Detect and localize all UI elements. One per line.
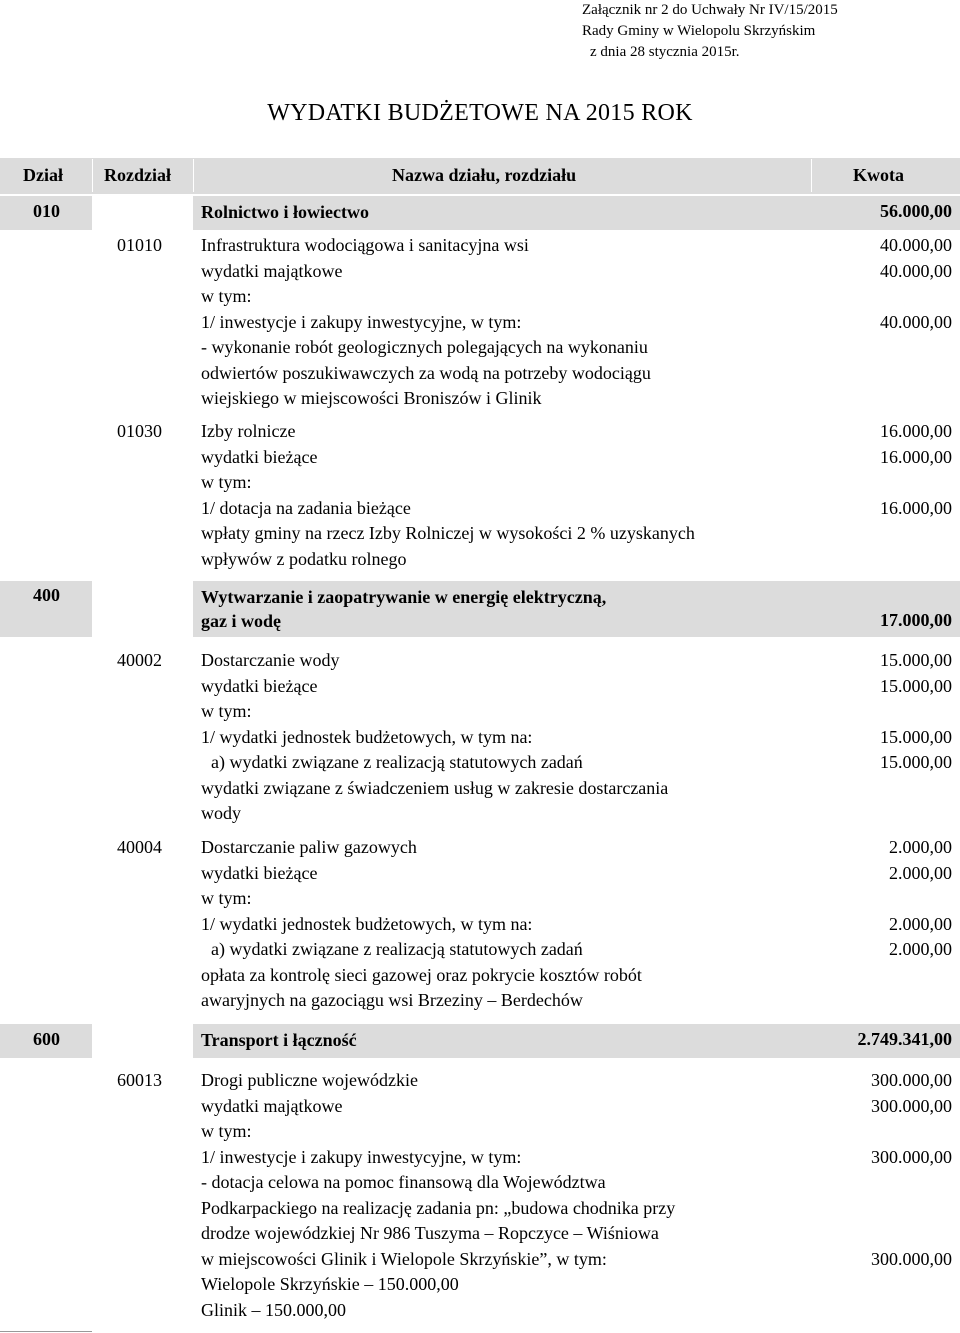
chapter-amounts bbox=[880, 233, 952, 335]
line-item: a) wydatki związane z realizacją statutowych zadań bbox=[211, 939, 583, 959]
line-item: wiejskiego w miejscowości Broniszów i Glinik bbox=[201, 388, 542, 408]
line-item: opłata za kontrolę sieci gazowej oraz pokrycie kosztów robót bbox=[201, 964, 642, 985]
line-item: - dotacja celowa na pomoc finansową dla Województwa bbox=[201, 1172, 606, 1192]
line-item: wydatki związane z świadczeniem usług w zakresie dostarczania bbox=[201, 777, 669, 798]
line-amount bbox=[880, 699, 952, 725]
line-item: Infrastruktura wodociągowa i sanitacyjna wsi bbox=[201, 235, 529, 255]
line-item: Drogi publiczne wojewódzkie bbox=[201, 1070, 418, 1090]
chapter-amounts bbox=[889, 835, 952, 963]
line-amount: 40.000,00 bbox=[880, 260, 952, 281]
line-item: w miejscowości Glinik i Wielopole Skrzyńskie”, w tym: bbox=[201, 1248, 607, 1269]
line-item: Podkarpackiego na realizację zadania pn: „budowa chodnika przy bbox=[201, 1197, 676, 1218]
line-item: wydatki majątkowe bbox=[201, 1095, 343, 1116]
line-amount bbox=[871, 1196, 952, 1222]
line-item: w tym: bbox=[201, 701, 252, 721]
column-kwota: Kwota bbox=[853, 165, 904, 185]
section-amount: 17.000,00 bbox=[880, 610, 952, 630]
line-item: wydatki bieżące bbox=[201, 446, 318, 467]
line-item: a) wydatki związane z realizacją statutowych zadań bbox=[211, 752, 583, 772]
header-divider bbox=[92, 159, 93, 192]
line-amount: 2.000,00 bbox=[889, 939, 952, 959]
line-amount: 2.000,00 bbox=[889, 862, 952, 883]
section-code: 400 bbox=[33, 585, 60, 605]
line-item: w tym: bbox=[201, 286, 252, 306]
line-item: 1/ inwestycje i zakupy inwestycyjne, w tym: bbox=[201, 1146, 522, 1167]
line-item: wydatki bieżące bbox=[201, 862, 318, 883]
chapter-code: 01030 bbox=[117, 421, 162, 441]
section-name: Transport i łączność bbox=[201, 1030, 357, 1050]
line-item: wpłaty gminy na rzecz Izby Rolniczej w wysokości 2 % uzyskanych bbox=[201, 523, 695, 543]
line-item: 1/ inwestycje i zakupy inwestycyjne, w tym: bbox=[201, 311, 522, 332]
table-header bbox=[0, 158, 960, 194]
line-amount bbox=[880, 284, 952, 310]
line-item: w tym: bbox=[201, 888, 252, 908]
line-amount bbox=[889, 886, 952, 912]
header-line-2: Rady Gminy w Wielopolu Skrzyńskim bbox=[582, 23, 816, 39]
line-item: 1/ wydatki jednostek budżetowych, w tym na: bbox=[201, 726, 533, 747]
line-item: - wykonanie robót geologicznych polegających na wykonaniu bbox=[201, 337, 648, 357]
line-item: Dostarczanie paliw gazowych bbox=[201, 837, 417, 857]
header-line-1: Załącznik nr 2 do Uchwały Nr IV/15/2015 bbox=[582, 2, 838, 18]
line-amount: 16.000,00 bbox=[880, 421, 952, 441]
section-name: Rolnictwo i łowiectwo bbox=[201, 202, 369, 222]
section-row bbox=[0, 581, 960, 637]
section-amount: 56.000,00 bbox=[880, 201, 952, 221]
line-amount: 2.000,00 bbox=[889, 913, 952, 934]
line-item: w tym: bbox=[201, 1121, 252, 1141]
section-name: gaz i wodę bbox=[201, 611, 281, 631]
line-item: Izby rolnicze bbox=[201, 421, 296, 441]
chapter-amounts bbox=[880, 648, 952, 776]
section-amount: 2.749.341,00 bbox=[857, 1029, 952, 1049]
chapter-amounts bbox=[871, 1068, 952, 1272]
chapter-lines bbox=[201, 1068, 801, 1323]
line-item: wydatki bieżące bbox=[201, 675, 318, 696]
line-amount: 300.000,00 bbox=[871, 1248, 952, 1269]
chapter-code: 40002 bbox=[117, 650, 162, 670]
chapter-lines bbox=[201, 648, 801, 827]
line-amount: 15.000,00 bbox=[880, 650, 952, 670]
line-item: w tym: bbox=[201, 472, 252, 492]
header-divider bbox=[193, 159, 194, 192]
header-divider bbox=[811, 159, 812, 192]
line-amount: 40.000,00 bbox=[880, 235, 952, 255]
chapter-code: 40004 bbox=[117, 837, 162, 857]
line-amount: 300.000,00 bbox=[871, 1146, 952, 1167]
line-amount: 15.000,00 bbox=[880, 726, 952, 747]
line-item: Wielopole Skrzyńskie – 150.000,00 bbox=[201, 1274, 459, 1294]
line-item: Dostarczanie wody bbox=[201, 650, 340, 670]
line-item: wpływów z podatku rolnego bbox=[201, 548, 407, 569]
footer-rule bbox=[0, 1331, 92, 1332]
section-name: Wytwarzanie i zaopatrywanie w energię elektryczną, bbox=[201, 587, 607, 607]
line-amount bbox=[871, 1221, 952, 1247]
line-amount: 300.000,00 bbox=[871, 1070, 952, 1090]
line-item: awaryjnych na gazociągu wsi Brzeziny – Berdechów bbox=[201, 990, 583, 1010]
column-rozdzial: Rozdział bbox=[104, 165, 171, 185]
chapter-code: 60013 bbox=[117, 1070, 162, 1090]
chapter-lines bbox=[201, 419, 801, 572]
line-item: wody bbox=[201, 803, 241, 823]
line-amount bbox=[880, 470, 952, 496]
section-code: 600 bbox=[33, 1029, 60, 1049]
line-amount: 16.000,00 bbox=[880, 497, 952, 518]
section-row bbox=[0, 1024, 960, 1058]
line-amount bbox=[871, 1170, 952, 1196]
section-code: 010 bbox=[33, 201, 60, 221]
header-line-3: z dnia 28 stycznia 2015r. bbox=[590, 44, 740, 60]
line-item: wydatki majątkowe bbox=[201, 260, 343, 281]
chapter-code: 01010 bbox=[117, 235, 162, 255]
line-item: 1/ wydatki jednostek budżetowych, w tym na: bbox=[201, 913, 533, 934]
line-amount bbox=[871, 1119, 952, 1145]
chapter-lines bbox=[201, 835, 801, 1014]
page-title: WYDATKI BUDŻETOWE NA 2015 ROK bbox=[267, 100, 693, 126]
line-amount: 15.000,00 bbox=[880, 675, 952, 696]
column-nazwa: Nazwa działu, rozdziału bbox=[392, 165, 577, 185]
line-item: odwiertów poszukiwawczych za wodą na potrzeby wodociągu bbox=[201, 362, 651, 383]
chapter-amounts bbox=[880, 419, 952, 521]
line-amount: 15.000,00 bbox=[880, 752, 952, 772]
line-amount: 16.000,00 bbox=[880, 446, 952, 467]
line-item: 1/ dotacja na zadania bieżące bbox=[201, 497, 411, 518]
document-header bbox=[582, 0, 838, 63]
line-amount: 300.000,00 bbox=[871, 1095, 952, 1116]
chapter-lines bbox=[201, 233, 801, 412]
line-item: drodze wojewódzkiej Nr 986 Tuszyma – Ropczyce – Wiśniowa bbox=[201, 1223, 659, 1243]
line-item: Glinik – 150.000,00 bbox=[201, 1299, 347, 1320]
line-amount: 40.000,00 bbox=[880, 311, 952, 332]
line-amount: 2.000,00 bbox=[889, 837, 952, 857]
section-row bbox=[0, 196, 960, 230]
column-dzial: Dział bbox=[23, 165, 63, 185]
